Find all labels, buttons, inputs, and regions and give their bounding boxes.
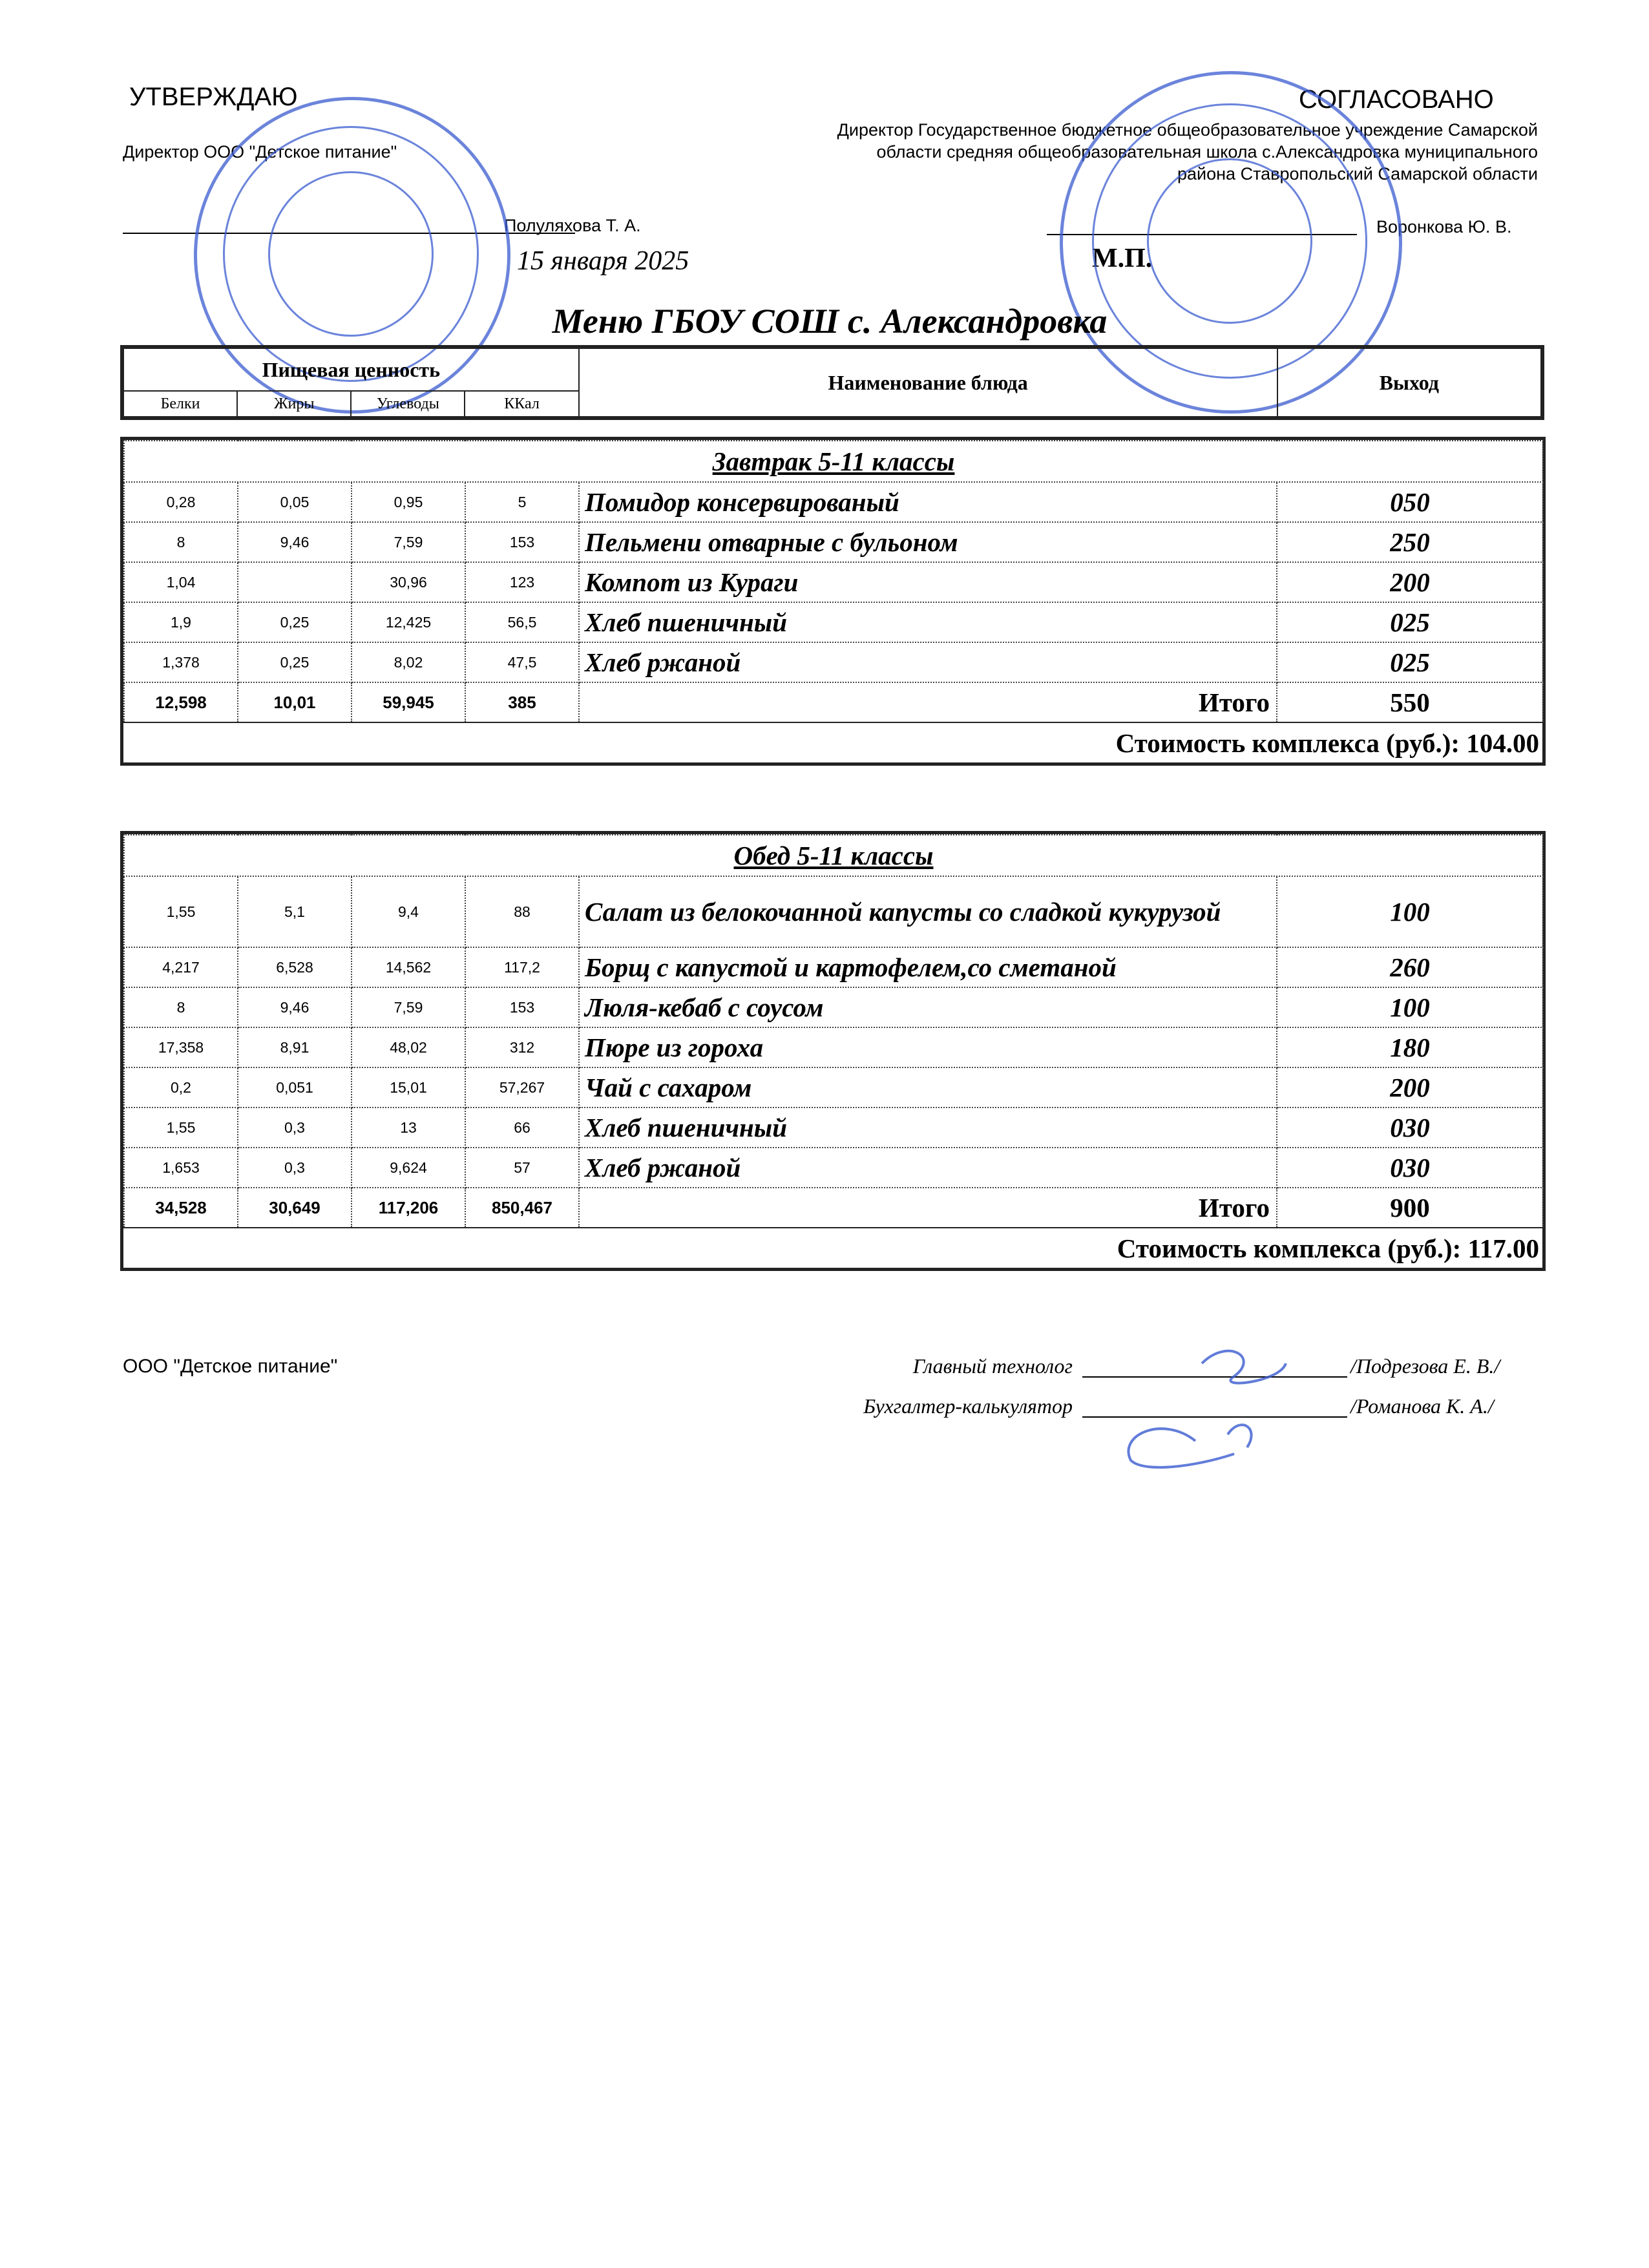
dish-cell: Борщ с капустой и картофелем,со сметаной [579,947,1277,987]
carbs-cell: 12,425 [352,602,465,642]
accountant-role: Бухгалтер-калькулятор [863,1394,1073,1418]
approve-name: Полуляхова Т. А. [504,216,641,235]
fat-cell: 5,1 [238,876,352,947]
nutrition-header: Пищевая ценность [123,348,579,391]
fat-cell: 0,25 [238,642,352,682]
kcal-cell: 66 [465,1108,579,1148]
total-fat: 30,649 [238,1188,352,1228]
table-row [124,1067,1543,1108]
fat-cell: 0,25 [238,602,352,642]
output-cell: 030 [1277,1148,1543,1188]
kcal-cell: 5 [465,482,579,522]
output-cell: 025 [1277,642,1543,682]
fat-cell: 9,46 [238,522,352,562]
protein-cell: 1,378 [124,642,238,682]
table-row [124,1148,1543,1188]
fat-cell: 6,528 [238,947,352,987]
protein-cell: 1,653 [124,1148,238,1188]
table-row [124,1108,1543,1148]
protein-cell: 1,55 [124,876,238,947]
table-row [124,987,1543,1027]
output-cell: 260 [1277,947,1543,987]
carbs-header: Углеводы [351,391,465,417]
kcal-cell: 56,5 [465,602,579,642]
carbs-cell: 13 [352,1108,465,1148]
output-cell: 180 [1277,1027,1543,1067]
total-output: 900 [1277,1188,1543,1228]
dish-cell: Помидор консервированый [579,482,1277,522]
kcal-cell: 88 [465,876,579,947]
kcal-cell: 153 [465,522,579,562]
total-kcal: 850,467 [465,1188,579,1228]
output-cell: 050 [1277,482,1543,522]
protein-header: Белки [123,391,237,417]
approve-position: Директор ООО "Детское питание" [123,142,397,162]
dish-cell: Люля-кебаб с соусом [579,987,1277,1027]
tech-role: Главный технолог [912,1354,1073,1378]
table-row [124,522,1543,562]
protein-cell: 1,9 [124,602,238,642]
protein-cell: 1,55 [124,1108,238,1148]
output-cell: 100 [1277,987,1543,1027]
approve-title: УТВЕРЖДАЮ [129,83,298,111]
protein-cell: 4,217 [124,947,238,987]
fat-cell: 0,3 [238,1108,352,1148]
total-label: Итого [579,1188,1277,1228]
output-cell: 030 [1277,1108,1543,1148]
output-cell: 200 [1277,1067,1543,1108]
kcal-cell: 117,2 [465,947,579,987]
carbs-cell: 9,4 [352,876,465,947]
kcal-header: ККал [465,391,578,417]
carbs-cell: 8,02 [352,642,465,682]
total-carbs: 59,945 [352,682,465,722]
approve-date: 15 января 2025 [517,246,689,276]
carbs-cell: 14,562 [352,947,465,987]
column-header [120,345,1544,420]
footer-company: ООО "Детское питание" [123,1356,338,1377]
output-cell: 200 [1277,562,1543,602]
dish-header: Наименование блюда [579,348,1277,417]
protein-cell: 8 [124,522,238,562]
table-row [124,482,1543,522]
carbs-cell: 7,59 [352,522,465,562]
output-cell: 250 [1277,522,1543,562]
fat-cell: 0,05 [238,482,352,522]
total-protein: 34,528 [124,1188,238,1228]
kcal-cell: 57,267 [465,1067,579,1108]
output-cell: 100 [1277,876,1543,947]
dish-cell: Чай с сахаром [579,1067,1277,1108]
total-fat: 10,01 [238,682,352,722]
signature-scribbles [1066,1338,1299,1480]
carbs-cell: 0,95 [352,482,465,522]
kcal-cell: 312 [465,1027,579,1067]
dish-cell: Хлеб пшеничный [579,1108,1277,1148]
dish-cell: Пельмени отварные с бульоном [579,522,1277,562]
total-row [124,682,1543,722]
total-protein: 12,598 [124,682,238,722]
protein-cell: 8 [124,987,238,1027]
tech-name: /Подрезова Е. В./ [1350,1354,1500,1378]
agree-name: Воронкова Ю. В. [1376,217,1512,236]
breakfast-block [120,437,1546,766]
output-header: Выход [1277,348,1541,417]
lunch-cost: Стоимость комплекса (руб.): 117.00 [124,1228,1543,1268]
total-output: 550 [1277,682,1543,722]
table-row [124,562,1543,602]
table-row [124,876,1543,947]
protein-cell: 17,358 [124,1027,238,1067]
dish-cell: Хлеб ржаной [579,642,1277,682]
agree-position-line: области средняя общеобразовательная школа с.Александровка муниципального [876,142,1538,162]
accountant-name: /Романова К. А./ [1350,1394,1494,1418]
output-cell: 025 [1277,602,1543,642]
kcal-cell: 47,5 [465,642,579,682]
protein-cell: 0,2 [124,1067,238,1108]
table-row [124,642,1543,682]
table-row [124,947,1543,987]
kcal-cell: 57 [465,1148,579,1188]
kcal-cell: 123 [465,562,579,602]
table-row [124,602,1543,642]
dish-cell: Салат из белокочанной капусты со сладкой кукурузой [579,876,1277,947]
dish-cell: Хлеб пшеничный [579,602,1277,642]
dish-cell: Пюре из гороха [579,1027,1277,1067]
lunch-title: Обед 5-11 классы [124,835,1543,876]
carbs-cell: 48,02 [352,1027,465,1067]
carbs-cell: 7,59 [352,987,465,1027]
total-row [124,1188,1543,1228]
carbs-cell: 15,01 [352,1067,465,1108]
fat-cell [238,562,352,602]
protein-cell: 0,28 [124,482,238,522]
kcal-cell: 153 [465,987,579,1027]
agree-title: СОГЛАСОВАНО [1299,85,1494,114]
lunch-block [120,831,1546,1271]
agree-position-line: Директор Государственное бюджетное общеобразовательное учреждение Самарской [837,120,1538,140]
fat-cell: 0,3 [238,1148,352,1188]
fat-header: Жиры [237,391,351,417]
dish-cell: Хлеб ржаной [579,1148,1277,1188]
total-label: Итого [579,682,1277,722]
carbs-cell: 9,624 [352,1148,465,1188]
breakfast-title: Завтрак 5-11 классы [124,441,1543,482]
total-kcal: 385 [465,682,579,722]
total-carbs: 117,206 [352,1188,465,1228]
carbs-cell: 30,96 [352,562,465,602]
dish-cell: Компот из Кураги [579,562,1277,602]
stamp-place: М.П. [1092,244,1153,273]
fat-cell: 8,91 [238,1027,352,1067]
fat-cell: 9,46 [238,987,352,1027]
agree-position-line: района Ставропольский Самарской области [1177,164,1538,184]
table-row [124,1027,1543,1067]
fat-cell: 0,051 [238,1067,352,1108]
breakfast-cost: Стоимость комплекса (руб.): 104.00 [124,722,1543,762]
protein-cell: 1,04 [124,562,238,602]
menu-title: Меню ГБОУ СОШ с. Александровка [552,302,1108,341]
